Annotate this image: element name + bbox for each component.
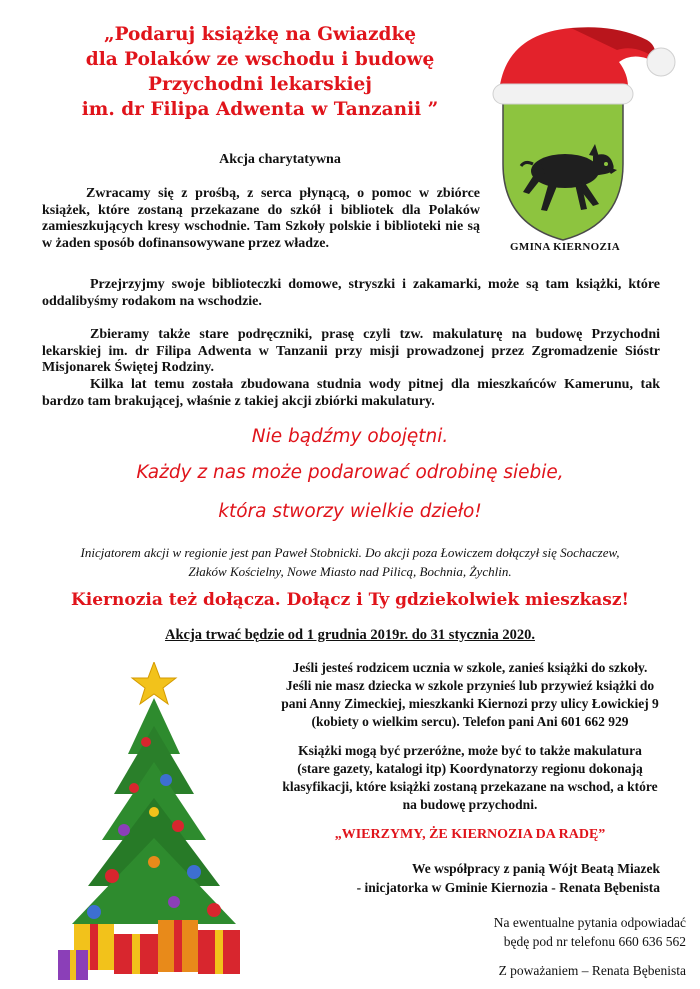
title-line-1: „Podaruj książkę na Gwiazdkę (103, 24, 417, 45)
info-1-line-3: pani Anny Zimeckiej, mieszkanki Kiernozi przy ulicy Łowickiej 9 (281, 696, 659, 711)
contact-line-1: Na ewentualne pytania odpowiadać (493, 915, 686, 930)
info-2-line-3: klasyfikacji, które książki zostaną przekazane na wschod, a które (282, 779, 658, 794)
info-1-line-4: (kobiety o wielkim sercu). Telefon pani Ani 601 662 929 (311, 714, 629, 729)
paragraph-request: Zwracamy się z prośbą, z serca płynącą, o pomoc w zbiórce książek, które zostaną przekazane do szkół i bibliotek dla Polaków zamieszkujących kresy wschodnie. Tam Szkoły polskie i biblioteki nie są w żaden sposób dofinansowywane przez władze. (42, 186, 480, 251)
contact-line-2: będę pod nr telefonu 660 636 562 (503, 933, 686, 949)
slogan: „WIERZYMY, ŻE KIERNOZIA DA RADĘ” (334, 827, 606, 842)
initiator-note (40, 543, 660, 581)
info-1-line-1: Jeśli jesteś rodzicem ucznia w szkole, zanieś książki do szkoły. (292, 660, 648, 675)
info-block-delivery (262, 659, 678, 731)
signature-regards: Z poważaniem – Renata Bębenista (498, 963, 686, 978)
appeal-line-2: Każdy z nas może podarować odrobinę siebie, (136, 462, 564, 483)
paragraph-wastepaper: Zbieramy także stare podręczniki, prasę czyli tzw. makulaturę na budowę Przychodni lekarskiej im. dr Filipa Adwenta w Tanzanii przy misji prowadzonej przez Zgromadzenie Sióstr Misjonarek Świętej Rodziny. (42, 327, 660, 375)
cooperation-line-2: - inicjatorka w Gminie Kiernozia - Renata Bębenista (356, 879, 660, 895)
campaign-duration: Akcja trwać będzie od 1 grudnia 2019r. do 31 stycznia 2020. (164, 627, 535, 643)
boar-crest-icon (485, 14, 685, 244)
title-line-3: Przychodni lekarskiej (148, 74, 372, 95)
title-line-4: im. dr Filipa Adwenta w Tanzanii ” (81, 99, 439, 120)
initiator-note-line-2: Złaków Kościelny, Nowe Miasto nad Pilicą, Bochnia, Żychlin. (188, 564, 512, 579)
appeal-line-3: która stworzy wielkie dzieło! (218, 501, 482, 522)
cooperation-note (290, 860, 660, 897)
cooperation-line-1: We współpracy z panią Wójt Beatą Miazek (412, 861, 660, 876)
contact-note (380, 914, 686, 951)
subheading: Akcja charytatywna (219, 152, 341, 167)
christmas-tree-icon (54, 662, 254, 984)
info-1-line-2: Jeśli nie masz dziecka w szkole przynieś lub przywieź książki do (285, 678, 655, 693)
paragraph-bookshelves: Przejrzyjmy swoje biblioteczki domowe, stryszki i zakamarki, może są tam książki, które oddalibyśmy rodakom na wschodzie. (42, 277, 660, 309)
info-2-line-4: na budowę przychodni. (402, 797, 538, 812)
poster-title (40, 22, 480, 122)
info-2-line-1: Książki mogą być przeróżne, może być to także makulatura (298, 743, 642, 758)
join-call: Kiernozia też dołącza. Dołącz i Ty gdziekolwiek mieszkasz! (71, 590, 629, 610)
paragraph-well: Kilka lat temu została zbudowana studnia wody pitnej dla mieszkańców Kamerunu, tak bardzo tam brakującej, właśnie z takiej akcji zbiórki makulatury. (42, 377, 660, 409)
appeal-line-1: Nie bądźmy obojętni. (251, 426, 449, 447)
initiator-note-line-1: Inicjatorem akcji w regionie jest pan Paweł Stobnicki. Do akcji poza Łowiczem dołączył się Sochaczew, (80, 545, 620, 560)
title-line-2: dla Polaków ze wschodu i budowę (85, 49, 435, 70)
info-2-line-2: (stare gazety, katalogi itp) Koordynatorzy regionu dokonają (297, 761, 643, 776)
info-block-books (262, 742, 678, 814)
crest-label: GMINA KIERNOZIA (510, 241, 620, 253)
